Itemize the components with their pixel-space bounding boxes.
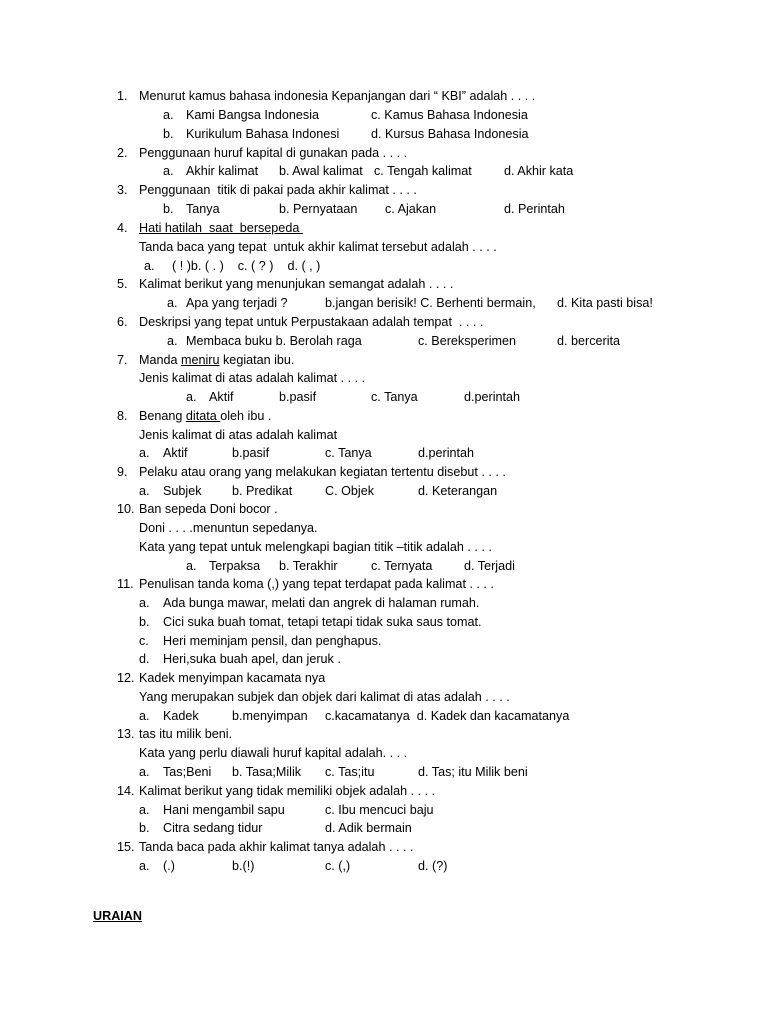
- q8-sentence: [139, 408, 271, 424]
- q7-option-b: b.pasif: [279, 390, 317, 404]
- q13-option-a-label: a.: [139, 765, 150, 779]
- q10-option-b: b. Terakhir: [279, 559, 338, 573]
- q11-option-c: Heri meminjam pensil, dan penghapus.: [163, 634, 382, 648]
- q11-number: 11.: [117, 577, 134, 591]
- q7-text: Jenis kalimat di atas adalah kalimat . . . .: [139, 371, 366, 385]
- q15-option-a: (.): [163, 859, 175, 873]
- q1-option-c: c. Kamus Bahasa Indonesia: [371, 108, 528, 122]
- q12-text: Kadek menyimpan kacamata nya: [139, 671, 326, 685]
- q6-option-c: c. Bereksperimen: [418, 334, 516, 348]
- q2-option-c: c. Tengah kalimat: [374, 164, 472, 178]
- q15-option-a-label: a.: [139, 859, 150, 873]
- q3-option-b: b. Pernyataan: [279, 202, 358, 216]
- q10-option-a: Terpaksa: [209, 559, 261, 573]
- q11-option-a: Ada bunga mawar, melati dan angrek di halaman rumah.: [163, 596, 480, 610]
- q8-option-b: b.pasif: [232, 446, 270, 460]
- q1-option-b: Kurikulum Bahasa Indonesi: [186, 127, 340, 141]
- q8-sentence-post: oleh ibu .: [220, 409, 272, 423]
- q9-text: Pelaku atau orang yang melakukan kegiatan tertentu disebut . . . .: [139, 465, 506, 479]
- q4-options: a. ( ! )b. ( . ) c. ( ? ) d. ( , ): [144, 259, 321, 273]
- q1-option-a: Kami Bangsa Indonesia: [186, 108, 320, 122]
- q13-text: tas itu milik beni.: [139, 727, 233, 741]
- q1-option-b-label: b.: [163, 127, 174, 141]
- q14-option-b-label: b.: [139, 821, 150, 835]
- q12-option-b: b.menyimpan: [232, 709, 308, 723]
- q3-text: Penggunaan titik di pakai pada akhir kalimat . . . .: [139, 183, 417, 197]
- q14-text: Kalimat berikut yang tidak memiliki objek adalah . . . .: [139, 784, 436, 798]
- q5-option-a: Apa yang terjadi ?: [186, 296, 288, 310]
- q1-text: Menurut kamus bahasa indonesia Kepanjangan dari “ KBI” adalah . . . .: [139, 89, 536, 103]
- q14-option-a: Hani mengambil sapu: [163, 803, 285, 817]
- q5-option-a-label: a.: [167, 296, 178, 310]
- q8-option-c: c. Tanya: [325, 446, 372, 460]
- q3-option-b-label: b.: [163, 202, 174, 216]
- q13-option-d: d. Tas; itu Milik beni: [418, 765, 528, 779]
- q14-option-b: Citra sedang tidur: [163, 821, 263, 835]
- q5-text: Kalimat berikut yang menunjukan semangat adalah . . . .: [139, 277, 454, 291]
- q7-sentence-pre: Manda: [139, 353, 182, 367]
- q15-option-c: c. (,): [325, 859, 351, 873]
- q10-option-a-label: a.: [186, 559, 197, 573]
- q4-sentence: Hati hatilah saat bersepeda: [139, 221, 303, 235]
- q14-number: 14.: [117, 784, 135, 798]
- q4-number: 4.: [117, 221, 128, 235]
- q2-option-d: d. Akhir kata: [504, 164, 574, 178]
- q10-number: 10.: [117, 502, 135, 516]
- q8-number: 8.: [117, 409, 128, 423]
- q14-option-d: d. Adik bermain: [325, 821, 412, 835]
- q1-option-d: d. Kursus Bahasa Indonesia: [371, 127, 529, 141]
- q11-text: Penulisan tanda koma (,) yang tepat terdapat pada kalimat . . . .: [139, 577, 494, 591]
- q15-number: 15.: [117, 840, 135, 854]
- q11-option-c-label: c.: [139, 634, 149, 648]
- q3-option-c: c. Ajakan: [385, 202, 437, 216]
- q5-option-b-c: b.jangan berisik! C. Berhenti bermain,: [325, 296, 536, 310]
- q15-text: Tanda baca pada akhir kalimat tanya adalah . . . .: [139, 840, 414, 854]
- q12-option-a: Kadek: [163, 709, 199, 723]
- q7-underlined-word: meniru: [181, 353, 220, 367]
- q6-option-a-b: Membaca buku b. Berolah raga: [186, 334, 362, 348]
- q11-option-b: Cici suka buah tomat, tetapi tetapi tidak suka saus tomat.: [163, 615, 482, 629]
- q6-option-a-label: a.: [167, 334, 178, 348]
- q12-number: 12.: [117, 671, 135, 685]
- q6-option-d: d. bercerita: [557, 334, 620, 348]
- q3-option-tanya: Tanya: [186, 202, 220, 216]
- q3-option-d: d. Perintah: [504, 202, 565, 216]
- q9-number: 9.: [117, 465, 128, 479]
- q11-option-d-label: d.: [139, 652, 150, 666]
- section-heading-uraian: URAIAN: [93, 909, 142, 923]
- q15-option-d: d. (?): [418, 859, 448, 873]
- q9-option-c: C. Objek: [325, 484, 374, 498]
- q2-option-a: Akhir kalimat: [186, 164, 259, 178]
- q8-text: Jenis kalimat di atas adalah kalimat: [139, 428, 338, 442]
- q6-text: Deskripsi yang tepat untuk Perpustakaan adalah tempat . . . .: [139, 315, 484, 329]
- q13-number: 13.: [117, 727, 135, 741]
- q13-option-a: Tas;Beni: [163, 765, 212, 779]
- q13-option-c: c. Tas;itu: [325, 765, 375, 779]
- q8-option-a: Aktif: [163, 446, 188, 460]
- q13-option-b: b. Tasa;Milik: [232, 765, 302, 779]
- q8-underlined-word: ditata: [185, 409, 221, 423]
- q9-option-d: d. Keterangan: [418, 484, 498, 498]
- q5-option-d: d. Kita pasti bisa!: [557, 296, 653, 310]
- q10-text: Ban sepeda Doni bocor .: [139, 502, 278, 516]
- q2-text: Penggunaan huruf kapital di gunakan pada . . . .: [139, 146, 408, 160]
- q7-option-c: c. Tanya: [371, 390, 418, 404]
- q7-option-a: Aktif: [209, 390, 234, 404]
- q4-text: Tanda baca yang tepat untuk akhir kalimat tersebut adalah . . . .: [139, 240, 497, 254]
- q2-option-b: b. Awal kalimat: [279, 164, 363, 178]
- q12-option-a-label: a.: [139, 709, 150, 723]
- q11-option-d: Heri,suka buah apel, dan jeruk .: [163, 652, 341, 666]
- q11-option-b-label: b.: [139, 615, 150, 629]
- q1-number: 1.: [117, 89, 128, 103]
- q15-option-b: b.(!): [232, 859, 255, 873]
- q9-option-a: Subjek: [163, 484, 202, 498]
- q2-option-a-label: a.: [163, 164, 174, 178]
- q14-option-a-label: a.: [139, 803, 150, 817]
- q10-text-3: Kata yang tepat untuk melengkapi bagian titik –titik adalah . . . .: [139, 540, 492, 554]
- q7-sentence: [139, 352, 294, 368]
- q5-number: 5.: [117, 277, 128, 291]
- q8-option-d: d.perintah: [418, 446, 475, 460]
- q10-option-d: d. Terjadi: [464, 559, 515, 573]
- q11-option-a-label: a.: [139, 596, 150, 610]
- q12-option-c-d: c.kacamatanya d. Kadek dan kacamatanya: [325, 709, 570, 723]
- q2-number: 2.: [117, 146, 128, 160]
- q14-option-c: c. Ibu mencuci baju: [325, 803, 434, 817]
- q7-option-d: d.perintah: [464, 390, 521, 404]
- q10-text-2: Doni . . . .menuntun sepedanya.: [139, 521, 318, 535]
- q8-sentence-pre: Benang: [139, 409, 186, 423]
- q1-option-a-label: a.: [163, 108, 174, 122]
- q10-option-c: c. Ternyata: [371, 559, 433, 573]
- q6-number: 6.: [117, 315, 128, 329]
- q12-text-2: Yang merupakan subjek dan objek dari kalimat di atas adalah . . . .: [139, 690, 510, 704]
- q7-option-a-label: a.: [186, 390, 197, 404]
- q7-number: 7.: [117, 353, 128, 367]
- q13-text-2: Kata yang perlu diawali huruf kapital adalah. . . .: [139, 746, 408, 760]
- q3-number: 3.: [117, 183, 128, 197]
- q7-sentence-post: kegiatan ibu.: [219, 353, 295, 367]
- q9-option-b: b. Predikat: [232, 484, 293, 498]
- q8-option-a-label: a.: [139, 446, 150, 460]
- q9-option-a-label: a.: [139, 484, 150, 498]
